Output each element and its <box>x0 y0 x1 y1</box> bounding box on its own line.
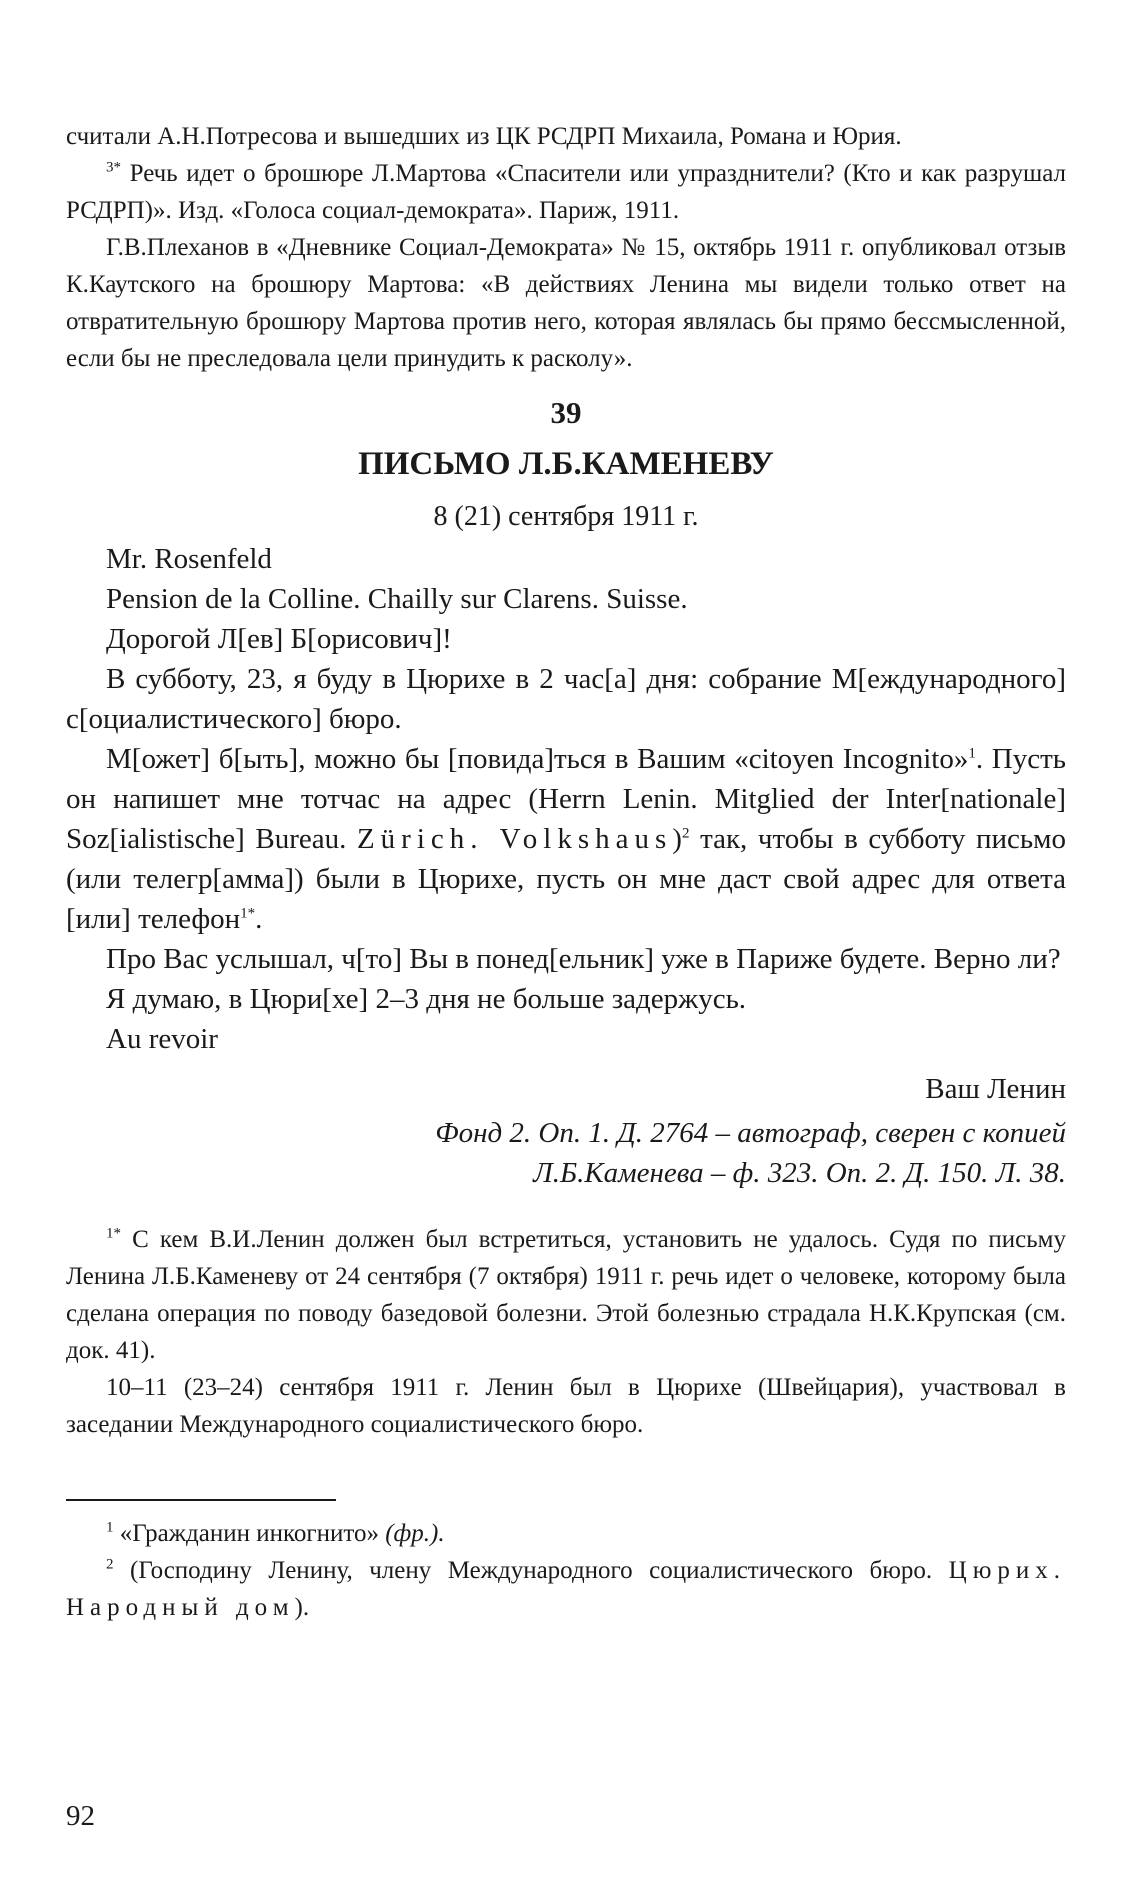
footnote-mark: 1 <box>106 1519 114 1536</box>
document-title: ПИСЬМО Л.Б.КАМЕНЕВУ <box>358 446 774 482</box>
spaced-text: Zürich. Volkshaus <box>356 823 673 855</box>
archive-line-1: Фонд 2. Оп. 1. Д. 2764 – автограф, сверен с копией <box>435 1117 1066 1149</box>
text-run: . <box>255 903 263 935</box>
note-3 <box>66 155 1066 229</box>
spaced-text: Цюрих. Народный дом <box>66 1557 1067 1621</box>
letter-paragraph-2 <box>66 739 1066 939</box>
footnote-divider <box>66 1499 336 1501</box>
endnote-ref-1: 1* <box>240 905 256 922</box>
address-line-1: Mr. Rosenfeld <box>106 543 272 575</box>
text-run: ) <box>672 823 682 855</box>
footnote-ref-1: 1 <box>968 745 976 762</box>
document-number: 39 <box>550 395 582 430</box>
footnote-text-end: ). <box>294 1594 310 1621</box>
address-line-2: Pension de la Colline. Chailly sur Clarens. Suisse. <box>106 583 688 615</box>
page-content <box>66 118 1066 1626</box>
footnote-text: (Господину Ленину, члену Международного социалистического бюро. <box>130 1557 949 1584</box>
letter-paragraph-3: Про Вас услышал, ч[то] Вы в понед[ельник] уже в Париже будете. Верно ли? <box>106 943 1061 975</box>
endnote-mark: 1* <box>106 1225 121 1242</box>
endnote-1 <box>66 1221 1066 1369</box>
footnote-ref-2: 2 <box>681 825 690 842</box>
note-continuation: считали А.Н.Потресова и вышедших из ЦК РСДРП Михаила, Романа и Юрия. <box>66 123 902 150</box>
text-run: так, чтобы в субботу письмо (или телегр[амма]) были в Цюрихе, пусть он мне даст свой адрес для ответа [или] телефон <box>66 823 1066 935</box>
footnote-2 <box>66 1552 1066 1626</box>
farewell: Au revoir <box>106 1023 218 1055</box>
endnote-2: 10–11 (23–24) сентября 1911 г. Ленин был в Цюрихе (Швейцария), участвовал в заседании Международного социалистического бюро. <box>66 1374 1066 1438</box>
greeting: Дорогой Л[ев] Б[орисович]! <box>106 623 452 655</box>
text-run: . Пусть он напишет мне тотчас на адрес (Herrn Lenin. Mitglied der Inter[nationale] Soz[ialistische] Bureau. <box>66 743 1066 855</box>
document-date: 8 (21) сентября 1911 г. <box>433 501 699 532</box>
signature: Ваш Ленин <box>925 1073 1066 1105</box>
note-plekhanov: Г.В.Плеханов в «Дневнике Социал-Демократа» № 15, октябрь 1911 г. опубликовал отзыв К.Каутского на брошюру Мартова: «В действиях Ленина мы видели только ответ на отвратительную брошюру Мартова против него, которая являлась бы прямо бессмысленной, если бы не преследовала цели принудить к расколу». <box>66 234 1066 372</box>
footnote-lang: (фр.). <box>385 1520 445 1547</box>
text-run: М[ожет] б[ыть], можно бы [повида]ться в Вашим «citoyen Incognito» <box>106 743 969 775</box>
page-number: 92 <box>66 1800 95 1832</box>
letter-paragraph-1: В субботу, 23, я буду в Цюрихе в 2 час[а] дня: собрание М[еждународного] с[оциалистического] бюро. <box>66 663 1066 735</box>
footnote-text: «Гражданин инкогнито» <box>119 1520 379 1547</box>
note-mark: 3* <box>106 159 121 176</box>
endnote-text: С кем В.И.Ленин должен был встретиться, установить не удалось. Судя по письму Ленина Л.Б.Каменеву от 24 сентября (7 октября) 1911 г. речь идет о человеке, которому была сделана операция по поводу базедовой болезни. Этой болезнью страдала Н.К.Крупская (см. док. 41). <box>66 1226 1066 1364</box>
archive-line-2: Л.Б.Каменева – ф. 323. Оп. 2. Д. 150. Л. 38. <box>533 1157 1066 1189</box>
note-text: Речь идет о брошюре Л.Мартова «Спасители или упразднители? (Кто и как разрушал РСДРП)». Изд. «Голоса социал-демократа». Париж, 1911. <box>66 160 1066 224</box>
footnote-1 <box>66 1515 1066 1552</box>
footnote-mark: 2 <box>106 1556 114 1573</box>
letter-paragraph-4: Я думаю, в Цюри[хе] 2–3 дня не больше задержусь. <box>106 983 747 1015</box>
